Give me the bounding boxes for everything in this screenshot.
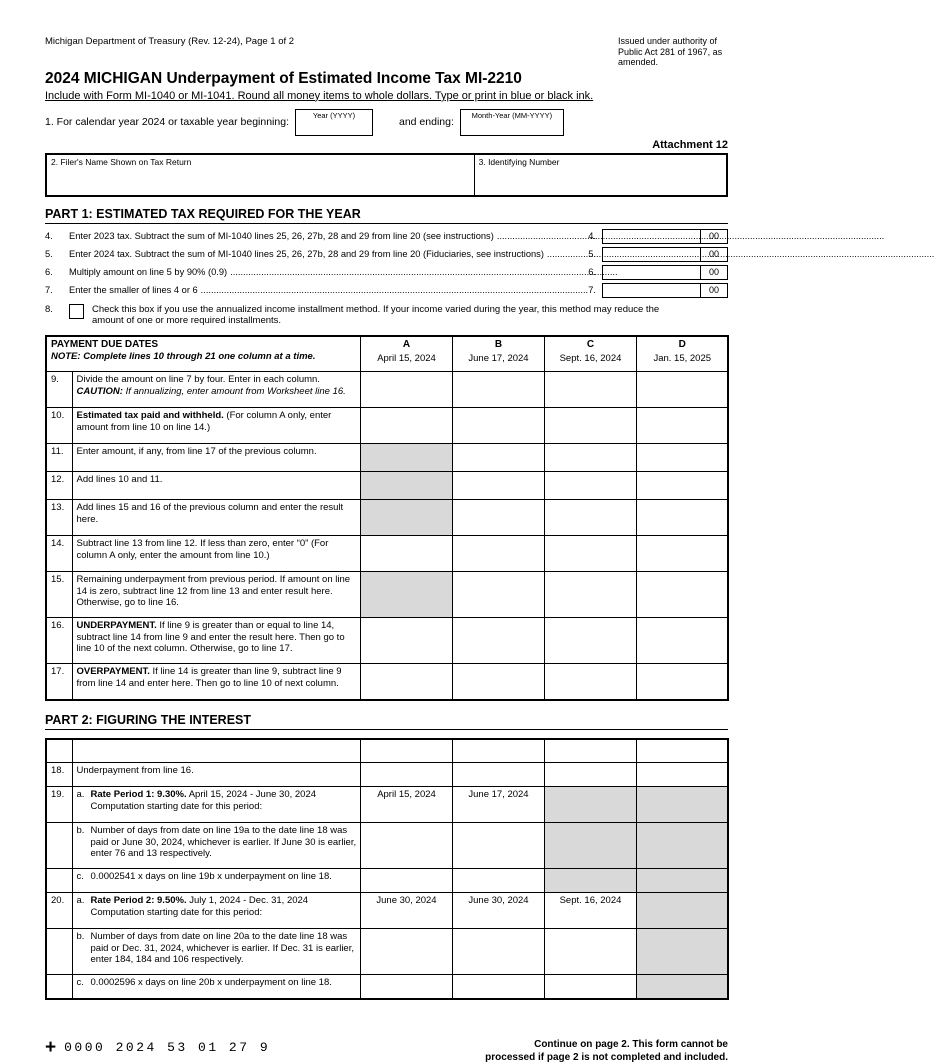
entry-cell-10-b[interactable] (452, 408, 544, 444)
entry-cell-17-b[interactable] (452, 664, 544, 700)
row-18-description: Underpayment from line 16. (72, 763, 360, 787)
line-7-box-number: 7. (588, 285, 596, 296)
top-bar (45, 36, 728, 68)
and-ending-label: and ending: (399, 116, 454, 129)
form-subtitle: Include with Form MI-1040 or MI-1041. Round all money items to whole dollars. Type or print in blue or black ink. (45, 89, 594, 102)
line-7-amount-box (602, 283, 728, 298)
entry-cell-17-c[interactable] (544, 664, 636, 700)
row-11-description: Enter amount, if any, from line 17 of the previous column. (72, 444, 360, 472)
schedule-header-row (46, 336, 728, 372)
scan-line (45, 1038, 270, 1057)
row-20c-description: c. 0.0002596 x days on line 20b x underpayment on line 18. (72, 975, 360, 999)
line-7 (45, 283, 728, 298)
payment-due-dates-title: PAYMENT DUE DATES (51, 338, 159, 350)
row-13-number: 13. (46, 500, 72, 536)
registration-mark: + (45, 1036, 57, 1058)
table-row-20c (46, 975, 728, 999)
entry-cell-19c-b[interactable] (452, 869, 544, 893)
line-5 (45, 247, 728, 262)
entry-cell-19b-a[interactable] (360, 823, 452, 869)
line-7-amount-input[interactable] (603, 284, 700, 297)
blocked-cell-12-a (360, 472, 452, 500)
entry-cell-14-b[interactable] (452, 536, 544, 572)
entry-cell-10-d[interactable] (636, 408, 728, 444)
row-11-number: 11. (46, 444, 72, 472)
entry-cell-15-b[interactable] (452, 572, 544, 618)
year-ending-box (460, 109, 564, 136)
column-b-header: B June 17, 2024 (452, 336, 544, 372)
column-d-header: D Jan. 15, 2025 (636, 336, 728, 372)
line-4-amount-box (602, 229, 728, 244)
line-6-amount-input[interactable] (603, 266, 700, 279)
part2-spacer-row (46, 739, 728, 763)
table-row-17 (46, 664, 728, 700)
entry-cell-16-d[interactable] (636, 618, 728, 664)
filer-name-label: 2. Filer's Name Shown on Tax Return (51, 156, 192, 167)
year-beginning-input[interactable] (296, 120, 372, 135)
entry-cell-19b-b[interactable] (452, 823, 544, 869)
entry-cell-9-c[interactable] (544, 372, 636, 408)
row-10-description: Estimated tax paid and withheld. (For column A only, enter amount from line 10 on line 14.) (72, 408, 360, 444)
line-4-number: 4. (45, 231, 53, 242)
row-12-number: 12. (46, 472, 72, 500)
line-5-text: Enter 2024 tax. Subtract the sum of MI-1040 lines 25, 26, 27b, 28 and 29 from line 20 (Fiduciaries, see instructions) (69, 249, 544, 260)
row-19b-description: b. Number of days from date on line 19a to the date line 18 was paid or June 30, 2024, whichever is earlier. If June 30 is earlier, enter 76 and 13 respectively. (72, 823, 360, 869)
table-row-12 (46, 472, 728, 500)
form-title: 2024 MICHIGAN Underpayment of Estimated Income Tax MI-2210 (45, 69, 522, 87)
annualized-method-checkbox[interactable] (69, 304, 84, 319)
interest-table (45, 738, 729, 1000)
line-5-box-number: 5. (588, 249, 596, 260)
blocked-cell-20a-d (636, 893, 728, 929)
line-6-amount-box (602, 265, 728, 280)
row-13-description: Add lines 15 and 16 of the previous column and enter the result here. (72, 500, 360, 536)
line-8 (45, 304, 728, 327)
entry-cell-14-c[interactable] (544, 536, 636, 572)
line-8-text: Check this box if you use the annualized income installment method. If your income varied during the year, this method may reduce the amount of one or more required installments. (92, 303, 660, 327)
row-19a-description: a. Rate Period 1: 9.30%. April 15, 2024 - June 30, 2024 Computation starting date for this period: (72, 787, 360, 823)
column-c-header: C Sept. 16, 2024 (544, 336, 636, 372)
cents-label: 00 (700, 266, 727, 279)
blocked-cell-19b-d (636, 823, 728, 869)
rate2-start-date-b: June 30, 2024 (452, 893, 544, 929)
row-9-number: 9. (46, 372, 72, 408)
blocked-cell-15-a (360, 572, 452, 618)
table-row-19c (46, 869, 728, 893)
filer-name-input[interactable] (51, 167, 470, 191)
entry-cell-20c-a[interactable] (360, 975, 452, 999)
blocked-cell-19b-c (544, 823, 636, 869)
entry-cell-20b-b[interactable] (452, 929, 544, 975)
row-18-number: 18. (46, 763, 72, 787)
schedule-header-cell (46, 336, 360, 372)
row-17-number: 17. (46, 664, 72, 700)
year-box-label: Year (YYYY) (312, 110, 356, 120)
blocked-cell-19c-c (544, 869, 636, 893)
row-15-description: Remaining underpayment from previous period. If amount on line 14 is zero, subtract line 12 from line 13 and enter result here. Otherwise, go to line 16. (72, 572, 360, 618)
rate2-start-date-c: Sept. 16, 2024 (544, 893, 636, 929)
row-14-description: Subtract line 13 from line 12. If less than zero, enter “0” (For column A only, enter the amount from line 10.) (72, 536, 360, 572)
blocked-cell-13-a (360, 500, 452, 536)
entry-cell-20b-a[interactable] (360, 929, 452, 975)
blocked-cell-20c-d (636, 975, 728, 999)
line-5-amount-input[interactable] (603, 248, 700, 261)
entry-cell-16-c[interactable] (544, 618, 636, 664)
monthyear-box-label: Month-Year (MM-YYYY) (471, 110, 553, 120)
part1-lines (45, 229, 728, 327)
entry-cell-16-b[interactable] (452, 618, 544, 664)
entry-cell-16-a[interactable] (360, 618, 452, 664)
dotted-leader (201, 285, 577, 295)
entry-cell-18-c[interactable] (544, 763, 636, 787)
rate2-start-date-a: June 30, 2024 (360, 893, 452, 929)
entry-cell-17-d[interactable] (636, 664, 728, 700)
entry-cell-13-b[interactable] (452, 500, 544, 536)
line-7-number: 7. (45, 285, 53, 296)
identifying-number-field[interactable] (475, 155, 726, 195)
table-row-20b (46, 929, 728, 975)
page-footer (45, 1038, 728, 1064)
row-14-number: 14. (46, 536, 72, 572)
entry-cell-12-c[interactable] (544, 472, 636, 500)
payment-schedule-table (45, 335, 729, 701)
identifying-number-label: 3. Identifying Number (478, 156, 560, 167)
line-7-text: Enter the smaller of lines 4 or 6 (69, 285, 198, 296)
entry-cell-19c-a[interactable] (360, 869, 452, 893)
entry-cell-14-d[interactable] (636, 536, 728, 572)
table-row-9 (46, 372, 728, 408)
attachment-label: Attachment 12 (652, 138, 728, 151)
blocked-cell-20b-d (636, 929, 728, 975)
schedule-note: NOTE: Complete lines 10 through 21 one column at a time. (51, 350, 316, 362)
entry-cell-20c-b[interactable] (452, 975, 544, 999)
agency-line: Michigan Department of Treasury (Rev. 12-24), Page 1 of 2 (45, 36, 295, 47)
entry-cell-15-d[interactable] (636, 572, 728, 618)
part2-title: PART 2: FIGURING THE INTEREST (45, 713, 728, 730)
row-9-description: Divide the amount on line 7 by four. Enter in each column. CAUTION: If annualizing, enter amount from Worksheet line 16. (72, 372, 360, 408)
line-6-number: 6. (45, 267, 53, 278)
year-beginning-box (295, 109, 373, 136)
line-8-number: 8. (45, 303, 53, 315)
blocked-cell-19a-d (636, 787, 728, 823)
entry-cell-13-d[interactable] (636, 500, 728, 536)
table-row-15 (46, 572, 728, 618)
row-15-number: 15. (46, 572, 72, 618)
cents-label: 00 (700, 248, 727, 261)
table-row-19a (46, 787, 728, 823)
entry-cell-11-d[interactable] (636, 444, 728, 472)
table-row-13 (46, 500, 728, 536)
dotted-leader (230, 267, 577, 277)
entry-cell-9-b[interactable] (452, 372, 544, 408)
entry-cell-14-a[interactable] (360, 536, 452, 572)
line-5-number: 5. (45, 249, 53, 260)
row-19-number: 19. (46, 787, 72, 823)
line-4-amount-input[interactable] (603, 230, 700, 243)
entry-cell-12-b[interactable] (452, 472, 544, 500)
filer-info-box (45, 153, 728, 197)
table-row-11 (46, 444, 728, 472)
line-5-amount-box (602, 247, 728, 262)
year-ending-input[interactable] (461, 120, 563, 135)
row-20b-description: b. Number of days from date on line 20a to the date line 18 was paid or Dec. 31, 2024, whichever is earlier. If Dec. 31 is earlier, enter 184, 184 and 106 respectively. (72, 929, 360, 975)
cents-label: 00 (700, 230, 727, 243)
row-16-number: 16. (46, 618, 72, 664)
line-4 (45, 229, 728, 244)
entry-cell-17-a[interactable] (360, 664, 452, 700)
cents-label: 00 (700, 284, 727, 297)
table-row-10 (46, 408, 728, 444)
row-12-description: Add lines 10 and 11. (72, 472, 360, 500)
blocked-cell-19c-d (636, 869, 728, 893)
row-19c-description: c. 0.0002541 x days on line 19b x underpayment on line 18. (72, 869, 360, 893)
row-20a-description: a. Rate Period 2: 9.50%. July 1, 2024 - Dec. 31, 2024 Computation starting date for this period: (72, 893, 360, 929)
table-row-14 (46, 536, 728, 572)
entry-cell-20c-c[interactable] (544, 975, 636, 999)
entry-cell-18-a[interactable] (360, 763, 452, 787)
column-a-header: A April 15, 2024 (360, 336, 452, 372)
form-barcode-number: 0000 2024 53 01 27 9 (64, 1039, 271, 1055)
filer-name-field[interactable] (47, 155, 475, 195)
row-20-number: 20. (46, 893, 72, 929)
line-4-text: Enter 2023 tax. Subtract the sum of MI-1040 lines 25, 26, 27b, 28 and 29 from line 20 (see instructions) (69, 231, 494, 242)
entry-cell-18-d[interactable] (636, 763, 728, 787)
line-4-box-number: 4. (588, 231, 596, 242)
table-row-18 (46, 763, 728, 787)
dotted-leader (497, 231, 577, 241)
entry-cell-13-c[interactable] (544, 500, 636, 536)
line-6-text: Multiply amount on line 5 by 90% (0.9) (69, 267, 228, 278)
rate1-start-date-b: June 17, 2024 (452, 787, 544, 823)
table-row-20a (46, 893, 728, 929)
row-17-description: OVERPAYMENT. If line 14 is greater than line 9, subtract line 9 from line 14 and enter here. Then go to line 10 of next column. (72, 664, 360, 700)
entry-cell-10-c[interactable] (544, 408, 636, 444)
line-1-calendar-year (45, 109, 728, 136)
line-1-label: 1. For calendar year 2024 or taxable year beginning: (45, 116, 289, 129)
entry-cell-11-c[interactable] (544, 444, 636, 472)
entry-cell-12-d[interactable] (636, 472, 728, 500)
entry-cell-11-b[interactable] (452, 444, 544, 472)
entry-cell-9-a[interactable] (360, 372, 452, 408)
part1-title: PART 1: ESTIMATED TAX REQUIRED FOR THE YEAR (45, 207, 728, 224)
table-row-16 (46, 618, 728, 664)
rate1-start-date-a: April 15, 2024 (360, 787, 452, 823)
row-10-number: 10. (46, 408, 72, 444)
line-6 (45, 265, 728, 280)
entry-cell-20b-c[interactable] (544, 929, 636, 975)
entry-cell-18-b[interactable] (452, 763, 544, 787)
blocked-cell-19a-c (544, 787, 636, 823)
continue-note: Continue on page 2. This form cannot be processed if page 2 is not completed and included. (485, 1038, 728, 1063)
entry-cell-15-c[interactable] (544, 572, 636, 618)
table-row-19b (46, 823, 728, 869)
blocked-cell-11-a (360, 444, 452, 472)
dotted-leader (547, 249, 577, 259)
line-6-box-number: 6. (588, 267, 596, 278)
row-16-description: UNDERPAYMENT. If line 9 is greater than or equal to line 14, subtract line 14 from line 9 and enter the result here. Then go to line 10 of the next column. Otherwise, go to line 17. (72, 618, 360, 664)
authority-line: Issued under authority of Public Act 281 of 1967, as amended. (618, 36, 723, 68)
entry-cell-10-a[interactable] (360, 408, 452, 444)
entry-cell-9-d[interactable] (636, 372, 728, 408)
identifying-number-input[interactable] (479, 167, 722, 191)
